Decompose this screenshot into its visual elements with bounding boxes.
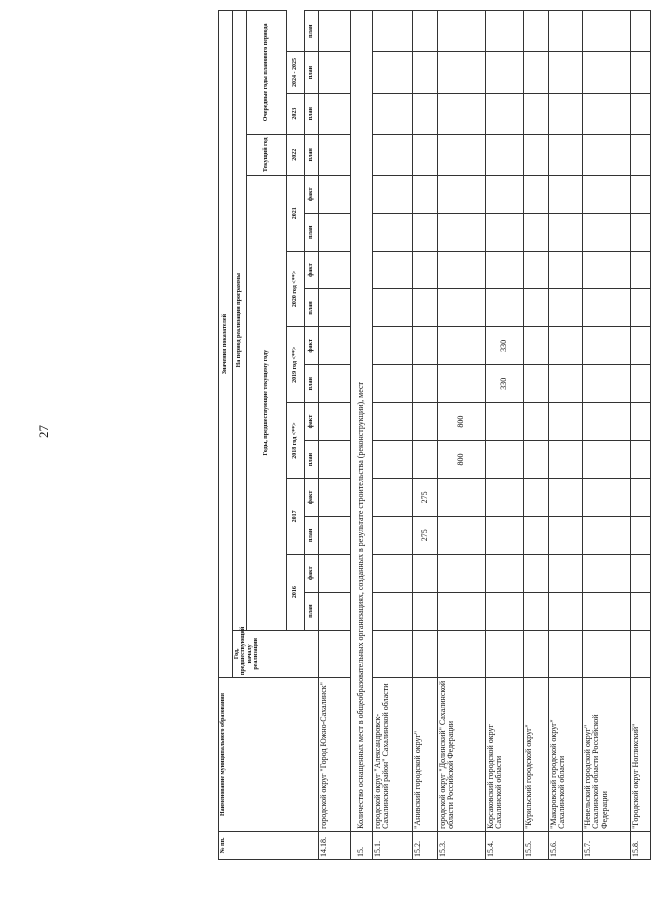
cell <box>373 11 413 52</box>
cell <box>319 52 351 93</box>
cell <box>631 441 651 479</box>
table-row <box>373 11 413 860</box>
cell <box>413 630 438 678</box>
cell <box>549 554 583 592</box>
cell <box>549 93 583 134</box>
header-fact: факт <box>305 554 319 592</box>
cell <box>486 213 524 251</box>
row-num: 14.18. <box>319 831 351 859</box>
cell <box>524 592 549 630</box>
table-row <box>583 11 631 860</box>
row-name: "Курильский городской округ" <box>524 678 549 832</box>
cell <box>373 441 413 479</box>
cell <box>373 175 413 213</box>
cell <box>413 11 438 52</box>
cell <box>373 403 413 441</box>
row-num: 15.5. <box>524 831 549 859</box>
cell <box>524 516 549 554</box>
cell <box>549 175 583 213</box>
table-row <box>524 11 549 860</box>
cell <box>524 327 549 365</box>
header-prev-years: Годы, предшествующие текущему году <box>247 175 287 630</box>
cell <box>413 52 438 93</box>
cell <box>373 93 413 134</box>
cell <box>413 554 438 592</box>
cell <box>438 134 486 175</box>
header-fact: факт <box>305 175 319 213</box>
cell <box>373 592 413 630</box>
cell <box>524 365 549 403</box>
header-year-2019: 2019 год <**> <box>287 327 305 403</box>
cell <box>583 93 631 134</box>
row-num: 15.4. <box>486 831 524 859</box>
header-num: № пп. <box>219 831 319 859</box>
cell <box>486 554 524 592</box>
header-year-2023: 2023 <box>287 93 305 134</box>
row-name: городской округ "Александровск-Сахалинский район" Сахалинской области <box>373 678 413 832</box>
cell <box>413 327 438 365</box>
header-plan: план <box>305 11 319 52</box>
cell <box>373 478 413 516</box>
cell <box>486 93 524 134</box>
cell <box>319 327 351 365</box>
cell <box>583 213 631 251</box>
cell <box>583 134 631 175</box>
cell: 275 <box>413 478 438 516</box>
cell <box>486 134 524 175</box>
cell <box>549 592 583 630</box>
cell <box>583 327 631 365</box>
header-period-title: На период реализации программы <box>233 11 247 631</box>
cell <box>373 289 413 327</box>
cell <box>319 175 351 213</box>
cell <box>631 478 651 516</box>
cell <box>583 630 631 678</box>
cell <box>631 630 651 678</box>
table-row <box>631 11 651 860</box>
cell <box>549 327 583 365</box>
cell <box>524 289 549 327</box>
cell <box>438 52 486 93</box>
cell <box>583 175 631 213</box>
cell <box>631 251 651 289</box>
cell <box>319 516 351 554</box>
cell <box>524 403 549 441</box>
cell <box>438 289 486 327</box>
header-values-title: Значения показателей <box>219 11 233 678</box>
header-plan: план <box>305 52 319 93</box>
cell: 800 <box>438 403 486 441</box>
cell <box>438 478 486 516</box>
cell <box>319 213 351 251</box>
cell <box>319 93 351 134</box>
cell <box>319 441 351 479</box>
cell <box>549 52 583 93</box>
cell <box>631 52 651 93</box>
header-year-2016: 2016 <box>287 554 305 630</box>
cell <box>319 289 351 327</box>
cell <box>319 592 351 630</box>
cell <box>631 592 651 630</box>
header-plan: план <box>305 213 319 251</box>
cell <box>549 213 583 251</box>
cell <box>486 516 524 554</box>
cell <box>583 403 631 441</box>
cell <box>319 630 351 678</box>
header-plan: план <box>305 592 319 630</box>
cell <box>631 327 651 365</box>
cell <box>524 11 549 52</box>
cell <box>413 289 438 327</box>
cell <box>373 251 413 289</box>
cell <box>524 175 549 213</box>
cell <box>524 441 549 479</box>
cell <box>486 630 524 678</box>
cell <box>524 251 549 289</box>
indicators-table <box>218 10 651 860</box>
cell <box>413 213 438 251</box>
cell <box>438 630 486 678</box>
row-num: 15.8. <box>631 831 651 859</box>
cell <box>583 251 631 289</box>
table-row <box>486 11 524 860</box>
table-row <box>413 11 438 860</box>
cell <box>438 93 486 134</box>
row-name: "Невельский городской округ" Сахалинской области Российской Федерации <box>583 678 631 832</box>
cell <box>631 289 651 327</box>
cell <box>486 441 524 479</box>
cell <box>438 251 486 289</box>
cell <box>549 403 583 441</box>
cell: 330 <box>486 365 524 403</box>
cell <box>549 11 583 52</box>
cell <box>319 554 351 592</box>
header-plan: план <box>305 93 319 134</box>
cell <box>373 134 413 175</box>
cell <box>524 478 549 516</box>
header-fact: факт <box>305 251 319 289</box>
header-plan: план <box>305 134 319 175</box>
row-name: "Макаровский городской округ" Сахалинской области <box>549 678 583 832</box>
header-name: Наименование муниципального образования <box>219 678 319 832</box>
table-row <box>438 11 486 860</box>
row-name: "Городской округ Ногликский" <box>631 678 651 832</box>
row-num: 15. <box>351 831 373 859</box>
cell <box>486 289 524 327</box>
cell <box>583 516 631 554</box>
cell <box>631 175 651 213</box>
header-fact: факт <box>305 403 319 441</box>
section-title: Количество оснащенных мест в общеобразовательных организациях, созданных в результате строительства (реконструкции), мест <box>351 11 373 832</box>
rotated-table-container <box>218 10 640 860</box>
cell <box>549 134 583 175</box>
cell <box>524 52 549 93</box>
cell <box>438 592 486 630</box>
cell <box>583 289 631 327</box>
cell: 800 <box>438 441 486 479</box>
header-year-2022: 2022 <box>287 134 305 175</box>
header-plan: план <box>305 365 319 403</box>
cell <box>549 630 583 678</box>
cell <box>631 213 651 251</box>
cell <box>486 175 524 213</box>
header-year-2017: 2017 <box>287 478 305 554</box>
cell <box>413 592 438 630</box>
header-plan: план <box>305 516 319 554</box>
row-num: 15.2. <box>413 831 438 859</box>
cell: 275 <box>413 516 438 554</box>
section-row <box>351 11 373 860</box>
header-year-2020: 2020 год <**> <box>287 251 305 327</box>
row-num: 15.1. <box>373 831 413 859</box>
cell <box>373 630 413 678</box>
cell: 330 <box>486 327 524 365</box>
cell <box>631 93 651 134</box>
cell <box>524 554 549 592</box>
cell <box>524 134 549 175</box>
cell <box>438 554 486 592</box>
cell <box>583 11 631 52</box>
cell <box>524 630 549 678</box>
row-name: "Анивский городской округ" <box>413 678 438 832</box>
cell <box>524 93 549 134</box>
cell <box>319 11 351 52</box>
cell <box>486 11 524 52</box>
cell <box>486 52 524 93</box>
cell <box>373 554 413 592</box>
row-name: Корсаковский городской округ Сахалинской области <box>486 678 524 832</box>
header-plan: план <box>305 289 319 327</box>
cell <box>413 251 438 289</box>
cell <box>413 441 438 479</box>
header-current-year: Текущий год <box>247 134 287 175</box>
cell <box>549 478 583 516</box>
header-year-2024: 2024 - 2025 <box>287 52 305 93</box>
cell <box>319 251 351 289</box>
cell <box>631 134 651 175</box>
cell <box>583 478 631 516</box>
cell <box>413 175 438 213</box>
cell <box>583 592 631 630</box>
row-num: 15.3. <box>438 831 486 859</box>
row-num: 15.7. <box>583 831 631 859</box>
table-row <box>319 11 351 860</box>
cell <box>631 11 651 52</box>
cell <box>438 213 486 251</box>
cell <box>319 134 351 175</box>
cell <box>413 93 438 134</box>
row-name: городской округ "Город Южно-Сахалинск" <box>319 678 351 832</box>
page-number: 27 <box>36 425 51 438</box>
header-plan: план <box>305 441 319 479</box>
header-year-2021: 2021 <box>287 175 305 251</box>
cell <box>583 441 631 479</box>
cell <box>549 365 583 403</box>
cell <box>319 365 351 403</box>
cell <box>438 327 486 365</box>
cell <box>631 516 651 554</box>
header-year-2018: 2018 год <**> <box>287 403 305 479</box>
header-fact: факт <box>305 327 319 365</box>
cell <box>486 251 524 289</box>
cell <box>549 289 583 327</box>
cell <box>486 478 524 516</box>
cell <box>486 592 524 630</box>
cell <box>631 554 651 592</box>
cell <box>583 365 631 403</box>
cell <box>373 327 413 365</box>
cell <box>583 554 631 592</box>
cell <box>438 11 486 52</box>
cell <box>319 478 351 516</box>
header-fact: факт <box>305 478 319 516</box>
table-row <box>549 11 583 860</box>
cell <box>486 403 524 441</box>
row-name: городской округ "Долинский" Сахалинской области Российской Федерации <box>438 678 486 832</box>
cell <box>373 365 413 403</box>
cell <box>549 516 583 554</box>
cell <box>583 52 631 93</box>
cell <box>413 365 438 403</box>
cell <box>373 516 413 554</box>
cell <box>438 516 486 554</box>
cell <box>631 403 651 441</box>
cell <box>319 403 351 441</box>
row-num: 15.6. <box>549 831 583 859</box>
cell <box>373 52 413 93</box>
cell <box>549 251 583 289</box>
cell <box>413 403 438 441</box>
cell <box>438 175 486 213</box>
header-planned-period: Очередные годы планового периода <box>247 11 287 135</box>
cell <box>413 134 438 175</box>
cell <box>373 213 413 251</box>
cell <box>549 441 583 479</box>
cell <box>524 213 549 251</box>
cell <box>631 365 651 403</box>
header-year-before: Год, предшествующий началу реализации <box>233 630 319 678</box>
cell <box>438 365 486 403</box>
